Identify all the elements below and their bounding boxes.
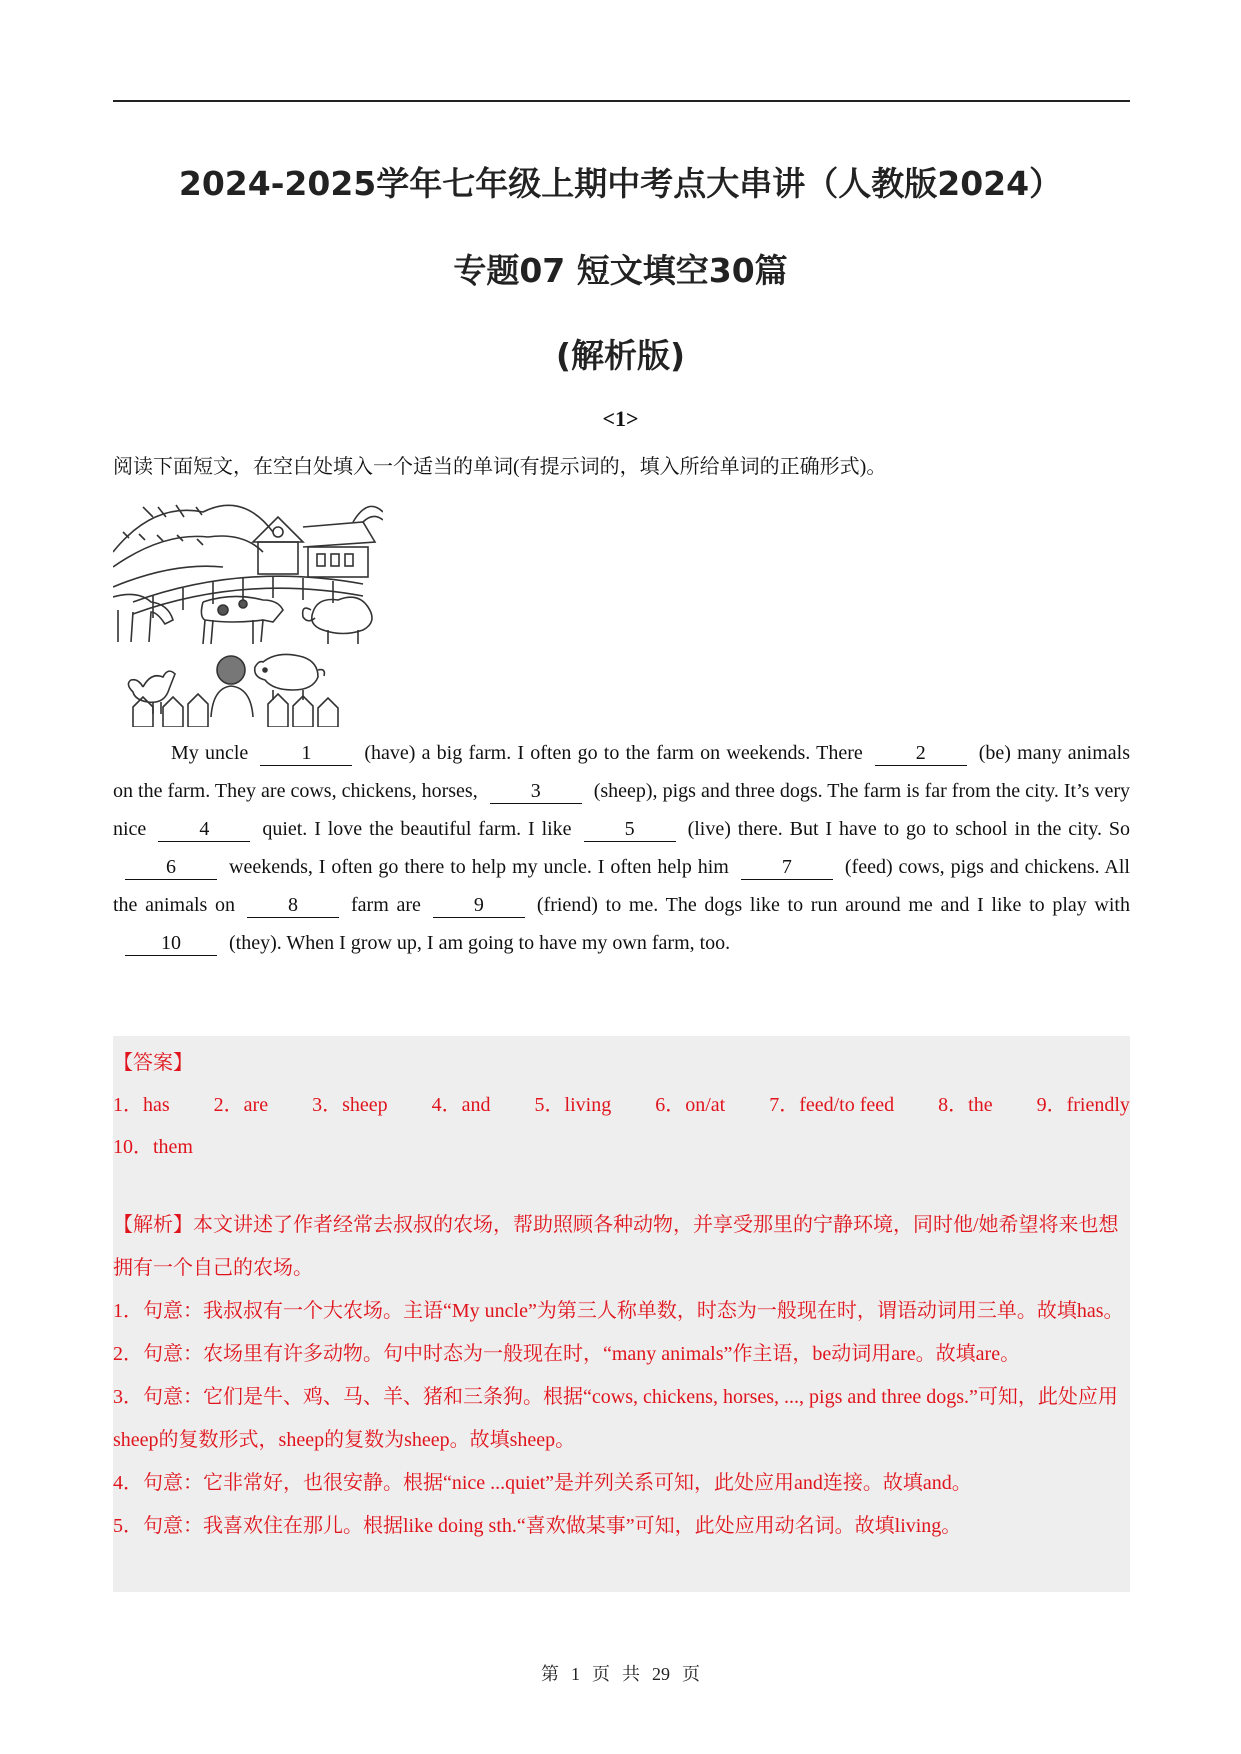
analysis-intro: 【解析】本文讲述了作者经常去叔叔的农场，帮助照顾各种动物，并享受那里的宁静环境，同时他/她希望将来也想拥有一个自己的农场。 xyxy=(113,1214,1119,1279)
analysis-item: 5．句意：我喜欢住在那儿。根据like doing sth.“喜欢做某事”可知，此处应用动名词。故填living。 xyxy=(113,1515,962,1537)
passage-text xyxy=(113,734,1130,962)
answer-item: 2．are xyxy=(213,1094,269,1116)
question-number: <1> xyxy=(602,406,639,431)
answer-item: 7．feed/to feed xyxy=(769,1094,895,1116)
doc-subtitle: 专题07 短文填空30篇 xyxy=(453,251,788,290)
page-footer xyxy=(0,1660,1241,1686)
answer-heading: 【答案】 xyxy=(113,1052,193,1074)
answer-item: 4．and xyxy=(431,1094,491,1116)
blank-3: 3 xyxy=(490,779,582,804)
answer-item: 9．friendly xyxy=(1036,1094,1130,1116)
blank-10: 10 xyxy=(125,931,217,956)
answer-item: 10．them xyxy=(113,1136,193,1158)
blank-9: 9 xyxy=(433,893,525,918)
blank-4: 4 xyxy=(158,817,250,842)
farm-illustration xyxy=(113,492,383,727)
passage-segment: farm are xyxy=(351,894,421,916)
passage-segment: weekends, I often go there to help my uncle. I often help him xyxy=(229,856,729,878)
analysis-item: 4．句意：它非常好，也很安静。根据“nice ...quiet”是并列关系可知，此处应用and连接。故填and。 xyxy=(113,1472,972,1494)
footer-ye: 页 xyxy=(592,1664,610,1684)
page-number: 1 xyxy=(571,1664,580,1684)
answer-section xyxy=(113,1036,1130,1592)
blank-7: 7 xyxy=(741,855,833,880)
doc-title: 2024-2025学年七年级上期中考点大串讲（人教版2024） xyxy=(178,164,1063,203)
passage-segment: quiet. I love the beautiful farm. I like xyxy=(262,818,572,840)
passage-segment: (have) a big farm. I often go to the farm on weekends. There xyxy=(364,742,863,764)
blank-8: 8 xyxy=(247,893,339,918)
passage-segment: (sheep), pigs and three dogs. The farm is far from the city. It’s very nice xyxy=(113,780,1130,840)
analysis-item: 3．句意：它们是牛、鸡、马、羊、猪和三条狗。根据“cows, chickens, horses, ..., pigs and three dogs.”可知，此处应用sheep的复数形式，sheep的复数为sheep。故填sheep。 xyxy=(113,1386,1118,1451)
doc-edition: (解析版) xyxy=(555,336,686,375)
answer-item: 8．the xyxy=(938,1094,993,1116)
analysis-item: 1．句意：我叔叔有一个大农场。主语“My uncle”为第三人称单数，时态为一般现在时，谓语动词用三单。故填has。 xyxy=(113,1300,1124,1322)
page-total: 29 xyxy=(652,1664,670,1684)
answer-item: 5．living xyxy=(534,1094,612,1116)
footer-ye2: 页 xyxy=(682,1664,700,1684)
question-instruction: 阅读下面短文，在空白处填入一个适当的单词(有提示词的，填入所给单词的正确形式)。 xyxy=(113,456,887,478)
passage-segment: (feed) cows, pigs and chickens. All the animals on xyxy=(113,856,1130,916)
blank-5: 5 xyxy=(584,817,676,842)
blank-2: 2 xyxy=(875,741,967,766)
footer-di: 第 xyxy=(541,1664,559,1684)
passage-segment: (they). When I grow up, I am going to have my own farm, too. xyxy=(229,932,731,954)
passage-segment: (be) many animals on the farm. They are cows, chickens, horses, xyxy=(113,742,1131,802)
header-rule xyxy=(113,100,1130,102)
passage-segment: My uncle xyxy=(171,742,249,764)
analysis-item: 2．句意：农场里有许多动物。句中时态为一般现在时，“many animals”作主语，be动词用are。故填are。 xyxy=(113,1343,1021,1365)
answer-item: 6．on/at xyxy=(655,1094,726,1116)
blank-1: 1 xyxy=(260,741,352,766)
answer-list xyxy=(113,1088,1130,1117)
passage-segment: (live) there. But I have to go to school in the city. So xyxy=(687,818,1130,840)
analysis-section xyxy=(113,1204,1130,1548)
answer-item: 3．sheep xyxy=(312,1094,388,1116)
footer-gong: 共 xyxy=(622,1664,640,1684)
answer-item: 1．has xyxy=(113,1094,170,1116)
passage-segment: (friend) to me. The dogs like to run around me and I like to play with xyxy=(536,894,1130,916)
blank-6: 6 xyxy=(125,855,217,880)
